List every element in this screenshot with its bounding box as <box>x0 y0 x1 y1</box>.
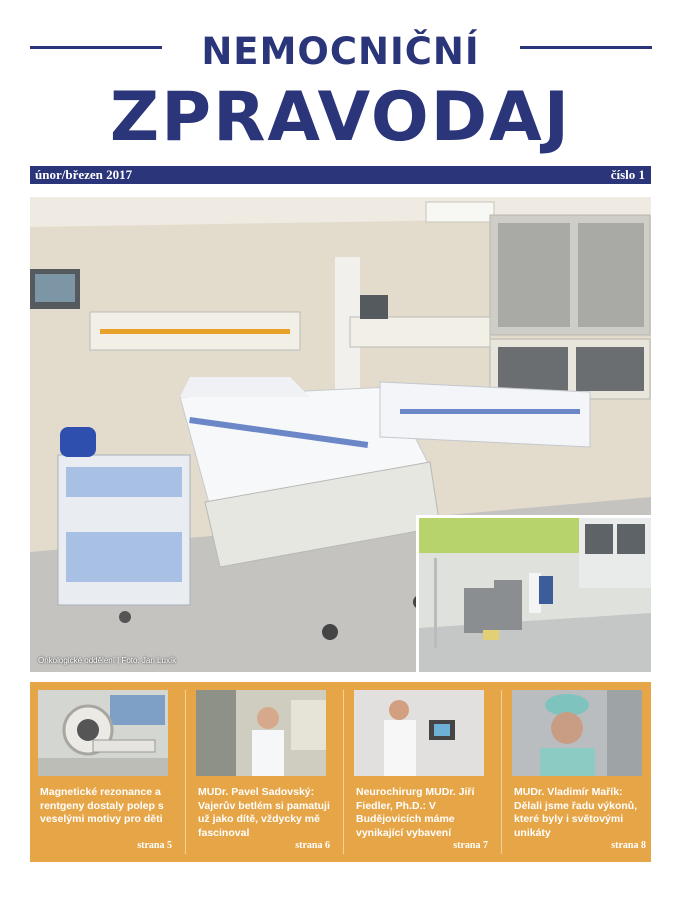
issue-date: únor/březen 2017 <box>35 167 133 182</box>
hero-photo <box>30 197 651 672</box>
teaser-divider <box>501 690 502 854</box>
hero-caption: Onkologické oddělení | Foto: Jan Luxík <box>38 656 177 665</box>
teaser-thumbnail-fiedler <box>354 690 484 776</box>
masthead <box>0 0 681 160</box>
teaser-title: Neurochirurg MUDr. Jiří Fiedler, Ph.D.: V Budějovicích máme vynikající vybavení <box>356 786 475 839</box>
teaser-thumbnail-marik <box>512 690 642 776</box>
teaser-page: strana 8 <box>611 840 646 851</box>
teaser-title: MUDr. Pavel Sadovský: Vajerův betlém si pamatuji už jako dítě, vždycky mě fascinoval <box>198 786 330 839</box>
issue-number: číslo 1 <box>610 167 645 182</box>
teaser-page: strana 5 <box>137 840 172 851</box>
issue-bar <box>30 166 651 184</box>
teaser-title: MUDr. Vladimír Mařík: Dělali jsme řadu výkonů, které byly i světovými unikáty <box>514 786 638 839</box>
inset-photo <box>416 515 651 672</box>
teaser-page: strana 6 <box>295 840 330 851</box>
teaser-marik[interactable] <box>504 682 659 862</box>
teaser-thumbnail-sadovsky <box>196 690 326 776</box>
teaser-mri[interactable] <box>30 682 185 862</box>
title-line-1: NEMOCNIČNÍ <box>201 30 480 73</box>
teaser-title: Magnetické rezonance a rentgeny dostaly polep s veselými motivy pro děti <box>40 786 164 825</box>
teaser-fiedler[interactable] <box>346 682 501 862</box>
teaser-divider <box>185 690 186 854</box>
treatment-room-illustration <box>419 518 651 672</box>
teaser-strip <box>30 682 651 862</box>
title-line-2: ZPRAVODAJ <box>109 78 572 157</box>
teaser-sadovsky[interactable] <box>188 682 343 862</box>
teaser-divider <box>343 690 344 854</box>
teaser-page: strana 7 <box>453 840 488 851</box>
teaser-thumbnail-mri <box>38 690 168 776</box>
